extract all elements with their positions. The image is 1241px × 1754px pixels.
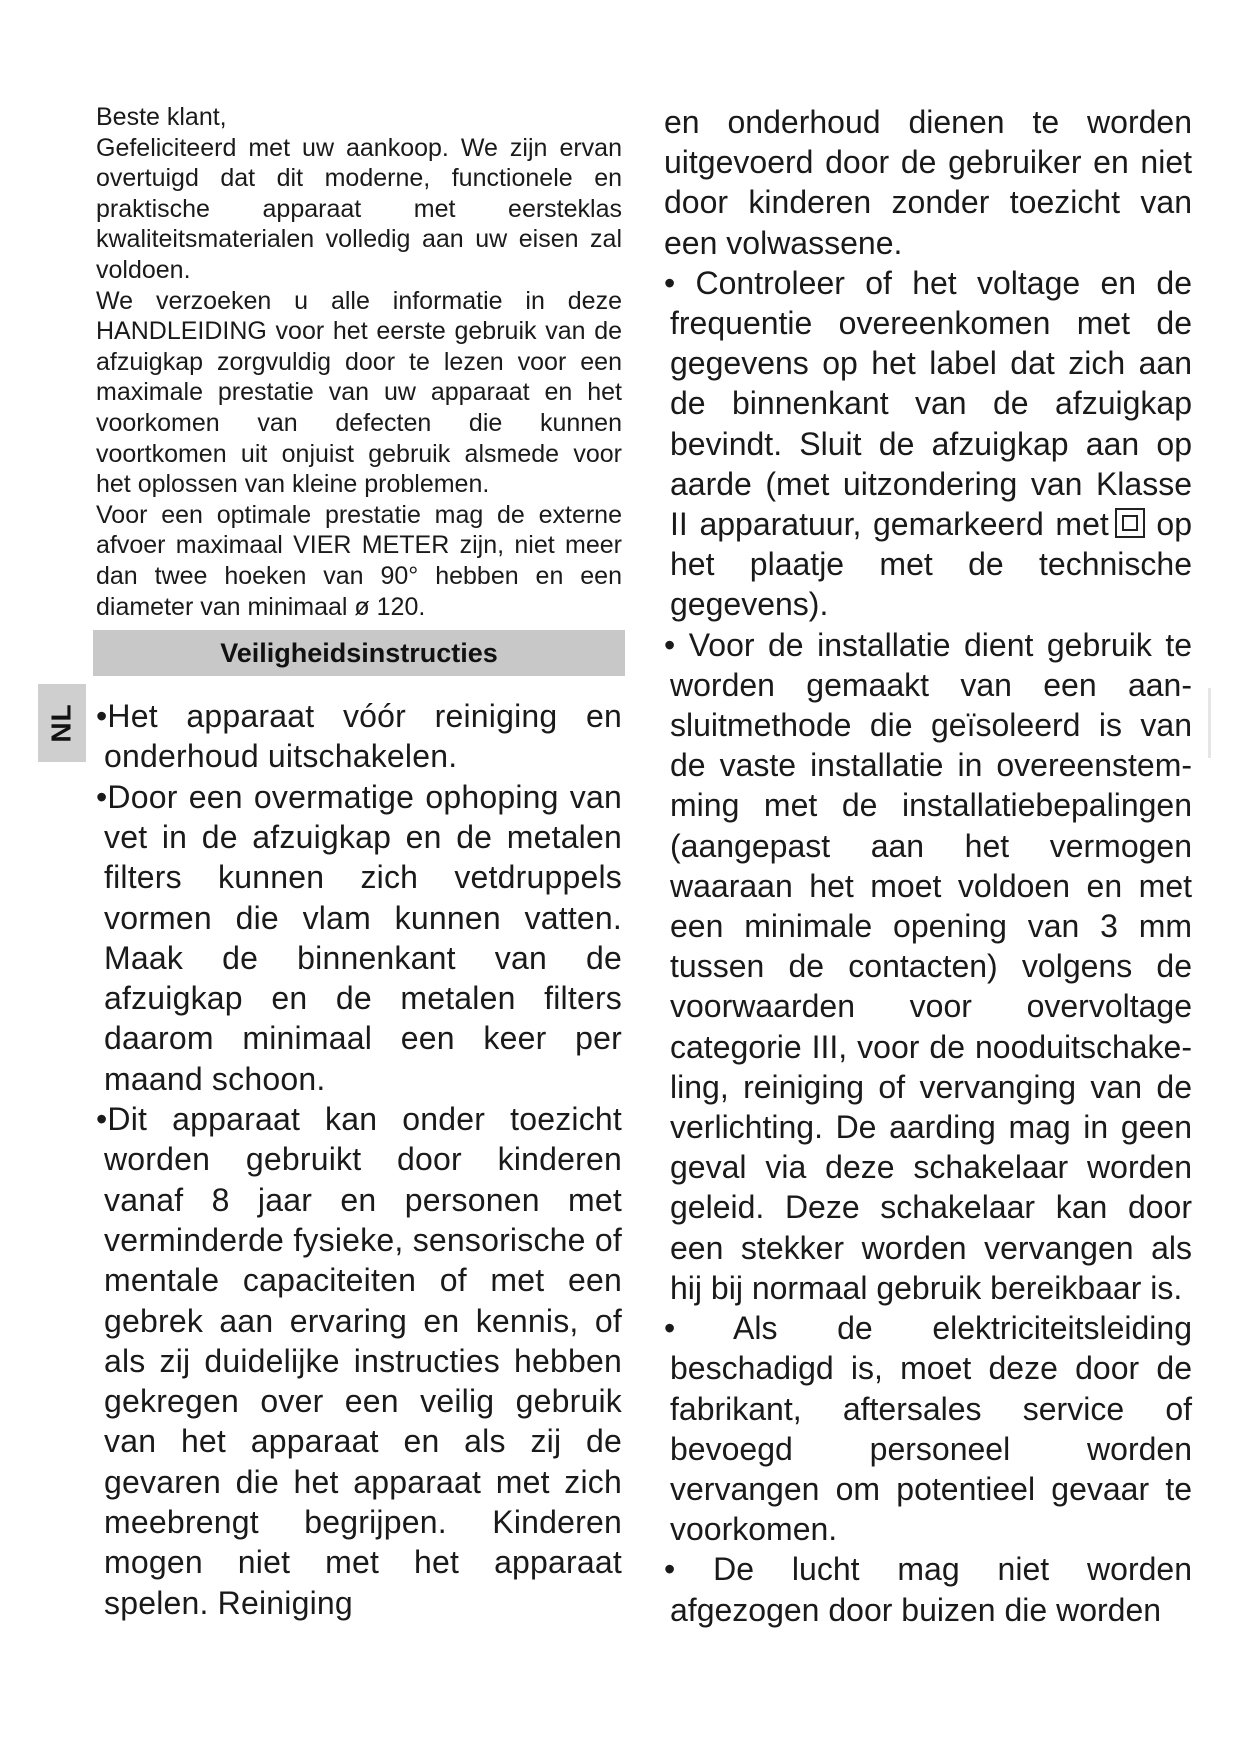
language-tab-label: NL: [45, 703, 77, 743]
bullet-children: •Dit apparaat kan onder toezicht worden gebruikt door kinderen vanaf 8 jaar en personen met verminderde fysieke, sensorische of mentale capaciteiten of met een gebrek aan ervaring en kennis, of als zij duidelijke instructies hebben gekregen over een veilig gebruik van het apparaat en als zij de gevaren die het apparaat met zich meebrengt begrijpen. Kinderen mogen niet met het apparaat spelen. Reiniging: [96, 1101, 622, 1621]
bullet-cable: • Als de elektriciteitsleiding beschadigd is, moet deze door de fabrikant, aftersales service of bevoegd personeel worden vervangen om potentieel gevaar te voorkomen.: [664, 1310, 1192, 1548]
page-edge-mark: [1208, 688, 1211, 758]
intro-paragraph-3: Voor een optimale prestatie mag de externe afvoer maximaal VIER METER zijn, niet meer dan twee hoeken van 90° hebben en een diameter van minimaal ø 120.: [96, 500, 622, 621]
bullet-switch-off: •Het apparaat vóór reiniging en onderhoud uitschakelen.: [96, 698, 622, 775]
bullet-voltage-text-b: op het plaatje met de technische gegevens).: [670, 506, 1192, 623]
language-tab: [38, 684, 86, 762]
section-title: Veiligheidsinstructies: [220, 637, 498, 668]
left-column: [96, 102, 622, 1623]
bullet-voltage-text-a: • Controleer of het voltage en de frequentie overeenkomen met de gegevens op het label dat zich aan de binnenkant van de afzuigkap bevindt. Sluit de afzuigkap aan op aarde (met uitzondering van Klasse II apparatuur, gemarkeerd met: [664, 264, 1192, 543]
bullet-installation: • Voor de installatie dient gebruik te worden gemaakt van een aansluitmethode die geïsoleerd is van de vaste installatie in overeenstemming met de installatiebepalingen (aangepast aan het vermogen waaraan het moet voldoen en met een minimale opening van 3 mm tussen de contacten) volgens de voorwaarden voor overvoltage categorie III, voor de nooduitschakeling, reiniging of vervanging van de verlichting. De aarding mag in geen geval via deze schakelaar worden geleid. Deze schakelaar kan door een stekker worden vervangen als hij bij normaal gebruik bereikbaar is.: [664, 626, 1192, 1306]
intro-text: [96, 102, 622, 622]
safety-section-header: [93, 630, 625, 676]
bullet-grease: •Door een overmatige ophoping van vet in de afzuigkap en de metalen filters kunnen zich vetdruppels vormen die vlam kunnen vatten. Maak de binnenkant van de afzuigkap en de metalen filters daarom minimaal een keer per maand schoon.: [96, 778, 622, 1097]
bullet-air: • De lucht mag niet worden afgezogen door buizen die worden: [664, 1551, 1192, 1628]
continuation-text: en onderhoud dienen te worden uitgevoerd door de gebruiker en niet door kinderen zonder toezicht van een volwassene.: [664, 104, 1192, 261]
intro-paragraph-1: Gefeliciteerd met uw aankoop. We zijn ervan overtuigd dat dit moderne, functionele en praktische apparaat met eersteklas kwaliteitsmaterialen volledig aan uw eisen zal voldoen.: [96, 133, 622, 284]
double-square-icon: [1115, 508, 1145, 538]
right-column: [664, 102, 1192, 1630]
intro-paragraph-2: We verzoeken u alle informatie in deze HANDLEIDING voor het eerste gebruik van de afzuigkap zorgvuldig door te lezen voor een maximale prestatie van uw apparaat en het voorkomen van defecten die kunnen voortkomen uit onjuist gebruik alsmede voor het oplossen van kleine problemen.: [96, 286, 622, 499]
greeting: Beste klant,: [96, 103, 227, 131]
safety-bullets-left: [96, 696, 622, 1623]
bullet-voltage: [664, 263, 1192, 625]
